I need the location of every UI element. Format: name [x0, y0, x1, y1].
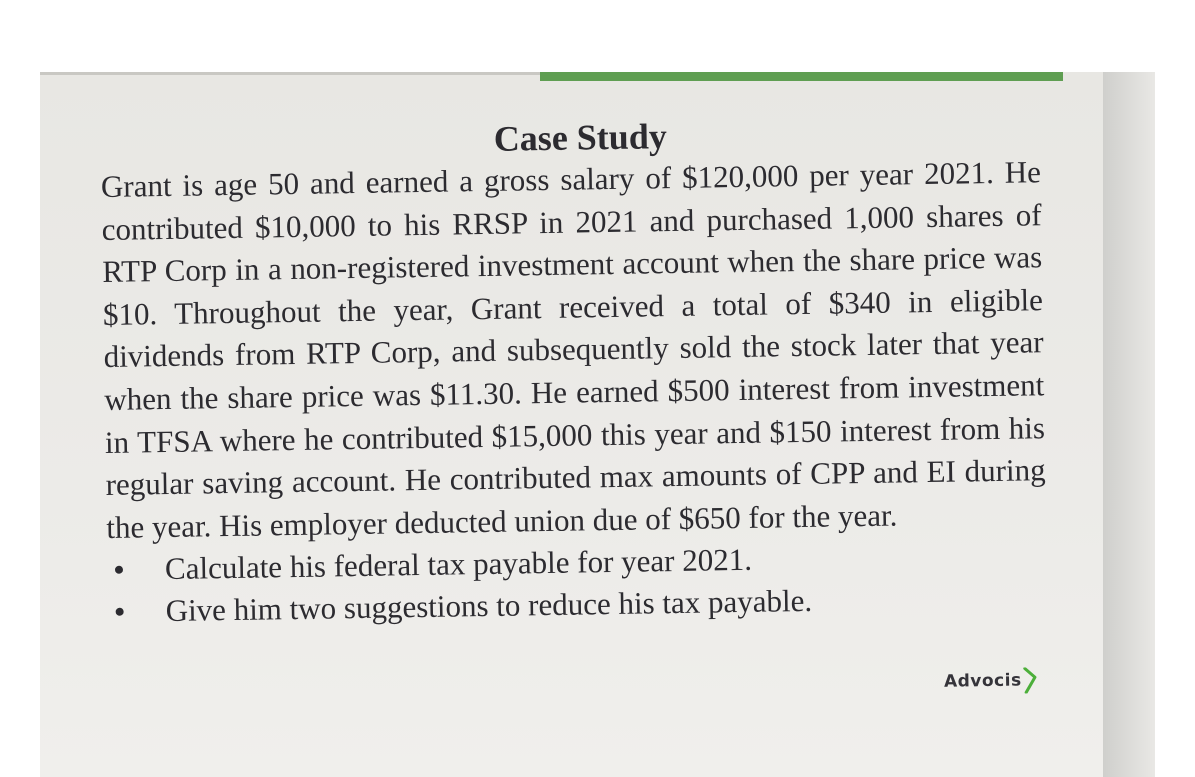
logo-text: Advocis	[943, 670, 1022, 692]
bullet-icon	[116, 608, 124, 616]
chevron-right-icon	[1022, 667, 1036, 693]
task-text: Give him two suggestions to reduce his tax payable.	[165, 583, 813, 629]
case-study-content	[100, 109, 1068, 633]
slide-top-rule	[40, 72, 540, 75]
task-text: Calculate his federal tax payable for year 2021.	[164, 542, 753, 587]
advocis-logo	[944, 667, 1037, 694]
screen-edge	[1103, 72, 1155, 777]
case-paragraph: Grant is age 50 and earned a gross salary of $120,000 per year 2021. He contributed $10,000 to his RRSP in 2021 and purchased 1,000 shares of RTP Corp in a non-registered investment account when the share price was $10. Throughout the year, Grant received a total of $340 in eligible dividends from RTP Corp, and subsequently sold the stock later that year when the share price was $11.30. He earned $500 interest from investment in TFSA where he contributed $15,000 this year and $150 interest from his regular saving account. He contributed max amounts of CPP and EI during the year. His employer deducted union due of $650 for the year.	[100, 154, 1046, 545]
bullet-icon	[115, 566, 123, 574]
task-list	[107, 534, 1068, 633]
slide-accent-bar	[540, 72, 1063, 81]
slide-title: Case Study	[493, 116, 668, 159]
